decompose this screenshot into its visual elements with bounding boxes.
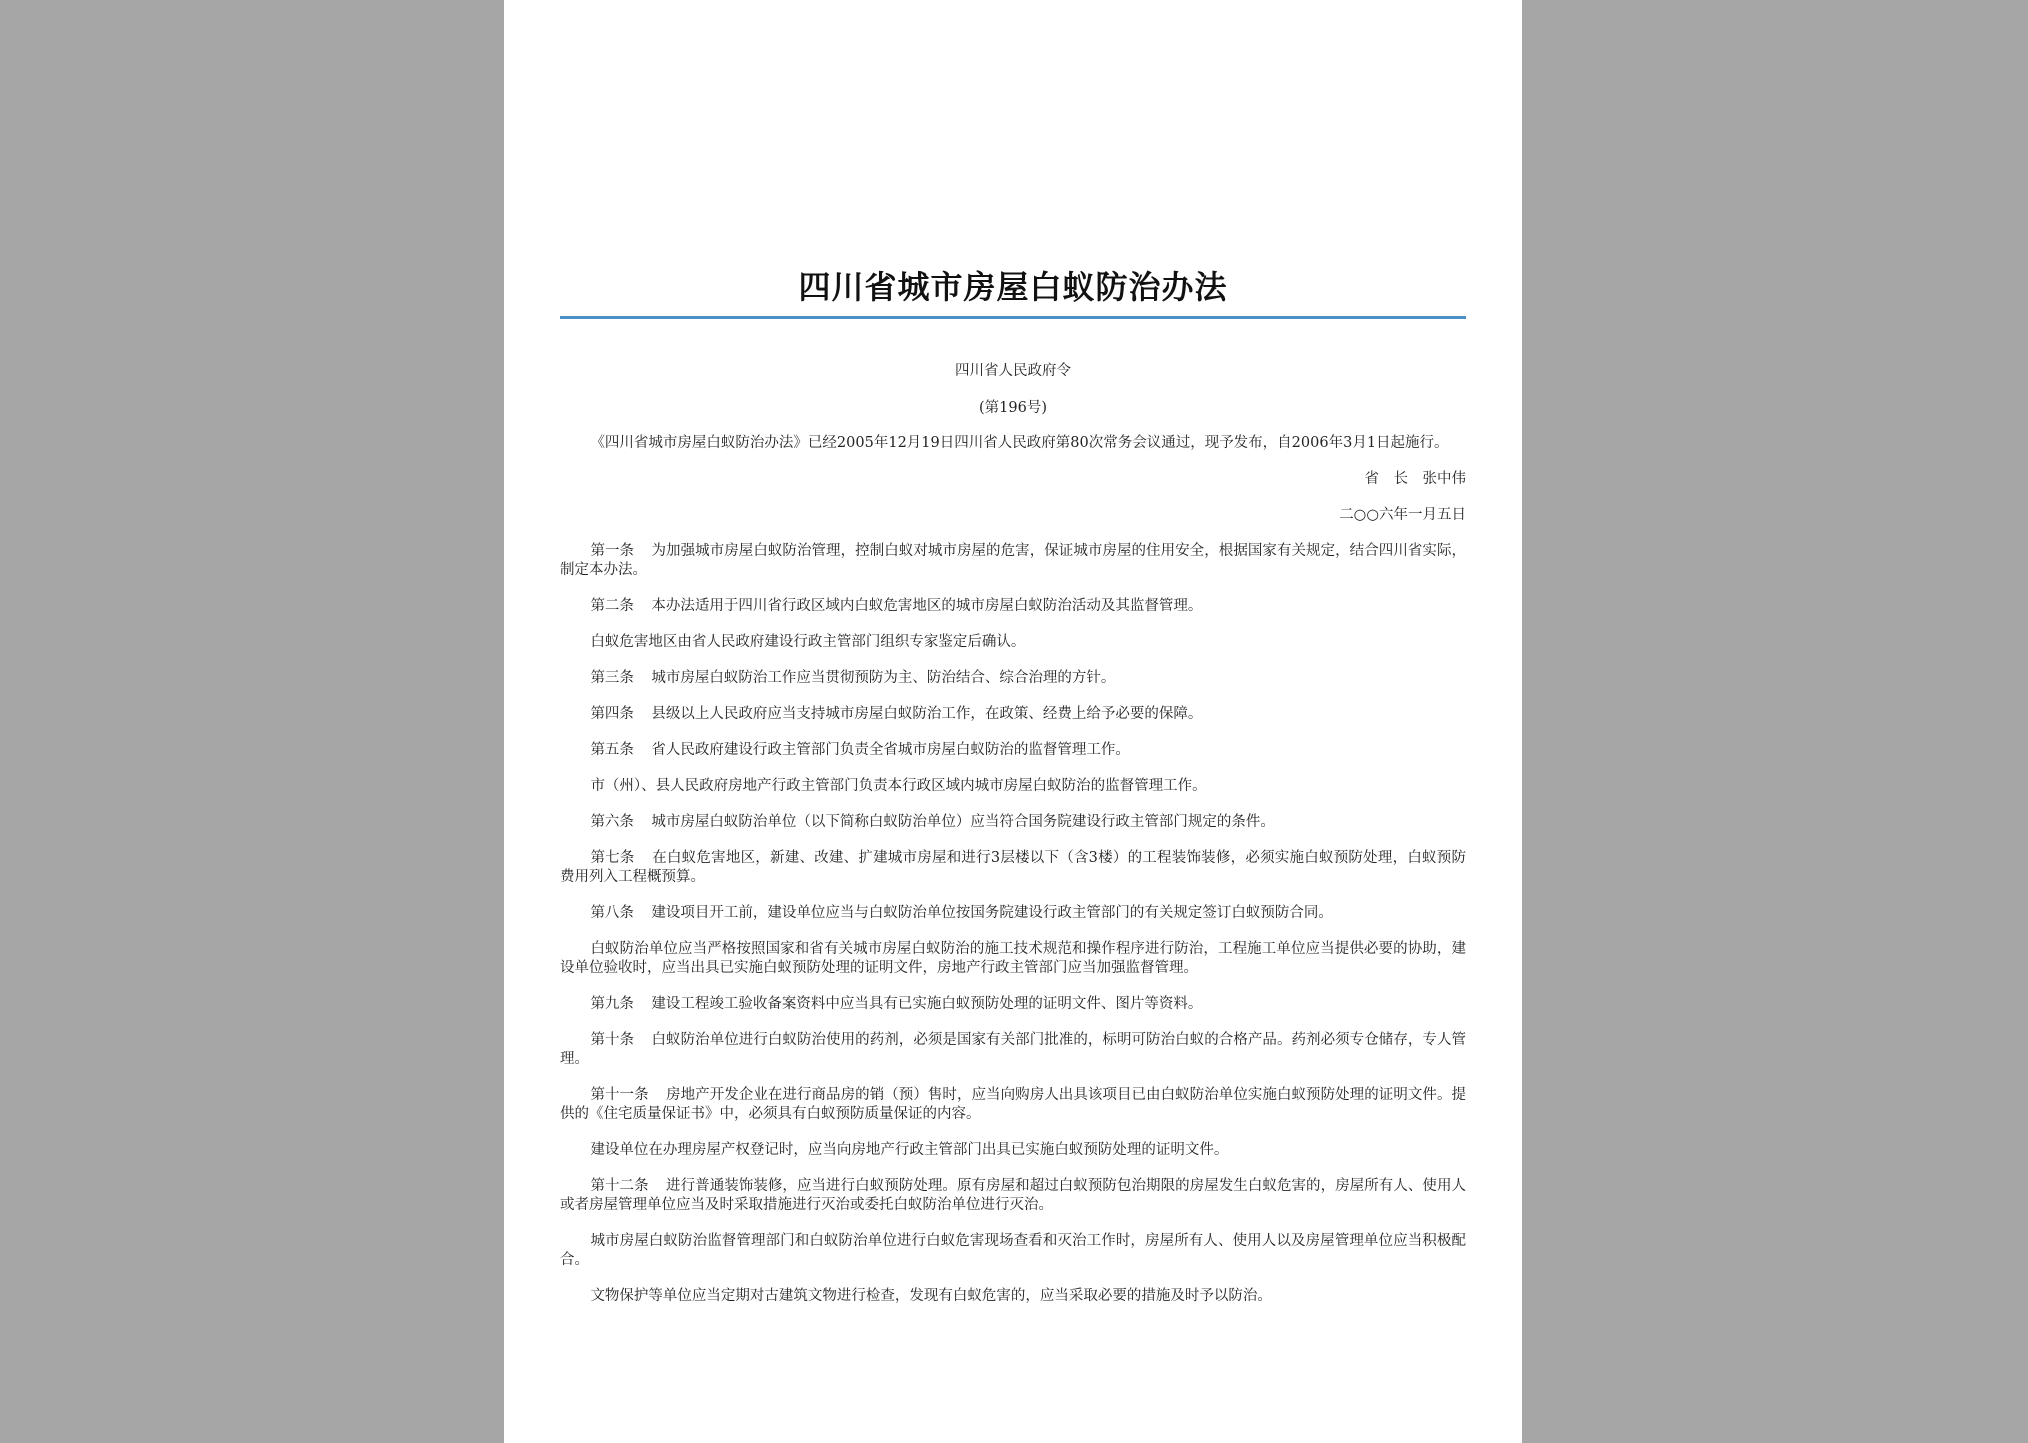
promulgation-paragraph: 《四川省城市房屋白蚁防治办法》已经2005年12月19日四川省人民政府第80次常务会议通过，现予发布，自2006年3月1日起施行。 <box>590 435 1449 451</box>
article-paragraph <box>560 1287 1466 1306</box>
article-paragraph <box>560 597 1466 616</box>
article-text: 省人民政府建设行政主管部门负责全省城市房屋白蚁防治的监督管理工作。 <box>651 742 1130 758</box>
title-divider <box>560 316 1466 319</box>
article-paragraph <box>560 813 1466 832</box>
article-label: 第十一条 <box>590 1087 649 1103</box>
document-body <box>560 362 1466 1306</box>
article-label: 第一条 <box>590 543 635 559</box>
article-text: 建设工程竣工验收备案资料中应当具有已实施白蚁预防处理的证明文件、图片等资料。 <box>651 996 1203 1012</box>
article-paragraph <box>560 1177 1466 1215</box>
article-paragraph <box>560 669 1466 688</box>
article-paragraph <box>560 904 1466 923</box>
article-text: 县级以上人民政府应当支持城市房屋白蚁防治工作，在政策、经费上给予必要的保障。 <box>651 706 1203 722</box>
article-text: 市（州）、县人民政府房地产行政主管部门负责本行政区域内城市房屋白蚁防治的监督管理工作。 <box>590 778 1207 794</box>
article-text: 本办法适用于四川省行政区域内白蚁危害地区的城市房屋白蚁防治活动及其监督管理。 <box>651 598 1203 614</box>
article-paragraph <box>560 633 1466 652</box>
article-paragraph <box>560 741 1466 760</box>
article-paragraph <box>560 1232 1466 1270</box>
document-title: 四川省城市房屋白蚁防治办法 <box>798 268 1228 306</box>
article-text: 为加强城市房屋白蚁防治管理，控制白蚁对城市房屋的危害，保证城市房屋的住用安全，根据国家有关规定，结合四川省实际，制定本办法。 <box>560 543 1466 578</box>
article-text: 城市房屋白蚁防治单位（以下简称白蚁防治单位）应当符合国务院建设行政主管部门规定的条件。 <box>651 814 1275 830</box>
article-paragraph <box>560 1031 1466 1069</box>
article-label: 第九条 <box>590 996 634 1012</box>
article-paragraph <box>560 995 1466 1014</box>
article-paragraph <box>560 705 1466 724</box>
article-text: 在白蚁危害地区，新建、改建、扩建城市房屋和进行3层楼以下（含3楼）的工程装饰装修，必须实施白蚁预防处理，白蚁预防费用列入工程概预算。 <box>560 850 1466 885</box>
article-label: 第七条 <box>590 850 635 866</box>
article-text: 建设单位在办理房屋产权登记时，应当向房地产行政主管部门出具已实施白蚁预防处理的证明文件。 <box>590 1142 1229 1158</box>
article-label: 第三条 <box>590 670 634 686</box>
article-text: 房地产开发企业在进行商品房的销（预）售时，应当向购房人出具该项目已由白蚁防治单位实施白蚁预防处理的证明文件。提供的《住宅质量保证书》中，必须具有白蚁预防质量保证的内容。 <box>560 1087 1467 1122</box>
article-text: 城市房屋白蚁防治监督管理部门和白蚁防治单位进行白蚁危害现场查看和灭治工作时，房屋所有人、使用人以及房屋管理单位应当积极配合。 <box>560 1233 1466 1268</box>
article-paragraph <box>560 849 1466 887</box>
article-label: 第十条 <box>590 1032 635 1048</box>
article-text: 白蚁防治单位应当严格按照国家和省有关城市房屋白蚁防治的施工技术规范和操作程序进行防治，工程施工单位应当提供必要的协助，建设单位验收时，应当出具已实施白蚁预防处理的证明文件，房地产行政主管部门应当加强监督管理。 <box>560 941 1466 976</box>
article-label: 第二条 <box>590 598 634 614</box>
article-paragraph <box>560 940 1466 978</box>
article-text: 城市房屋白蚁防治工作应当贯彻预防为主、防治结合、综合治理的方针。 <box>651 670 1116 686</box>
article-label: 第四条 <box>590 706 634 722</box>
article-text: 文物保护等单位应当定期对古建筑文物进行检查，发现有白蚁危害的，应当采取必要的措施及时予以防治。 <box>590 1288 1272 1304</box>
article-label: 第六条 <box>590 814 634 830</box>
article-text: 建设项目开工前，建设单位应当与白蚁防治单位按国务院建设行政主管部门的有关规定签订白蚁预防合同。 <box>651 905 1333 921</box>
date-line: 二○○六年一月五日 <box>1339 507 1466 523</box>
article-text: 进行普通装饰装修，应当进行白蚁预防处理。原有房屋和超过白蚁预防包治期限的房屋发生白蚁危害的，房屋所有人、使用人或者房屋管理单位应当及时采取措施进行灭治或委托白蚁防治单位进行灭治。 <box>560 1178 1467 1213</box>
article-paragraph <box>560 542 1466 580</box>
signature-line: 省 长 张中伟 <box>1364 471 1466 487</box>
order-number: (第196号) <box>979 400 1047 416</box>
article-label: 第十二条 <box>590 1178 649 1194</box>
article-text: 白蚁防治单位进行白蚁防治使用的药剂，必须是国家有关部门批准的，标明可防治白蚁的合格产品。药剂必须专仓储存，专人管理。 <box>560 1032 1466 1067</box>
issuer-line: 四川省人民政府令 <box>955 363 1071 379</box>
article-label: 第五条 <box>590 742 634 758</box>
article-paragraph <box>560 1086 1466 1124</box>
article-label: 第八条 <box>590 905 634 921</box>
article-paragraph <box>560 777 1466 796</box>
article-text: 白蚁危害地区由省人民政府建设行政主管部门组织专家鉴定后确认。 <box>590 634 1026 650</box>
article-paragraph <box>560 1141 1466 1160</box>
document-page <box>504 0 1522 1443</box>
